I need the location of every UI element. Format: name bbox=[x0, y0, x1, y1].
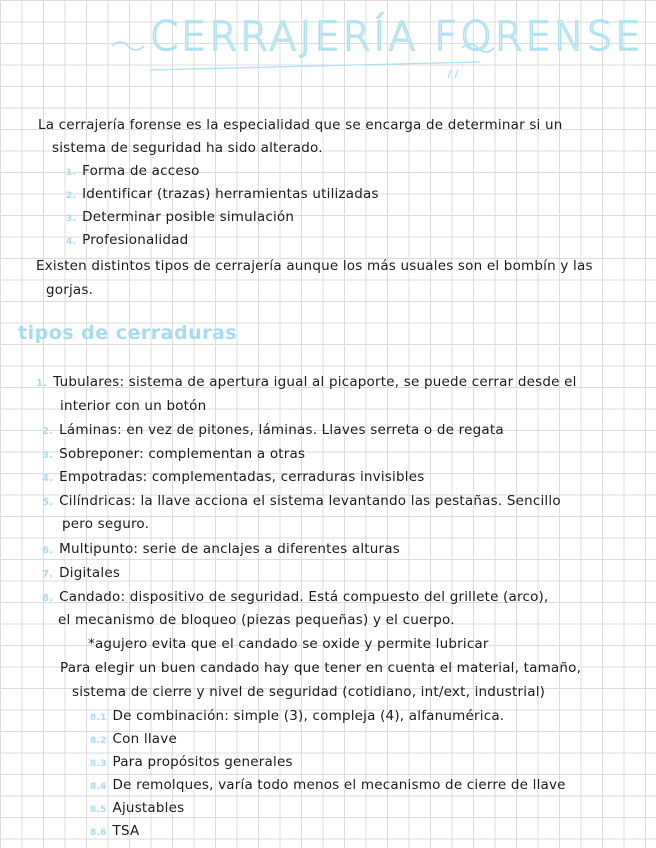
type-item-continuation: el mecanismo de bloqueo (piezas pequeñas) y el cuerpo. bbox=[58, 612, 455, 628]
type-text: Cilíndricas: la llave acciona el sistema levantando las pestañas. Sencillo bbox=[59, 493, 561, 509]
type-item bbox=[42, 493, 561, 511]
aspect-item bbox=[66, 232, 188, 250]
type-item-continuation: interior con un botón bbox=[60, 398, 207, 414]
aspect-text: Forma de acceso bbox=[82, 163, 200, 179]
type-item-continuation: pero seguro. bbox=[62, 516, 150, 532]
type-number: 3. bbox=[42, 450, 54, 461]
type-text: Empotradas: complementadas, cerraduras invisibles bbox=[59, 469, 425, 485]
aspect-text: Identificar (trazas) herramientas utilizadas bbox=[82, 186, 379, 202]
type-text: Digitales bbox=[59, 565, 121, 581]
type-number: 8. bbox=[42, 593, 54, 604]
aspect-item bbox=[66, 186, 379, 204]
type-number: 5. bbox=[42, 497, 54, 508]
type-number: 6. bbox=[42, 545, 54, 556]
candado-number: 8.3 bbox=[90, 759, 107, 769]
candado-text: De combinación: simple (3), compleja (4), alfanumérica. bbox=[112, 708, 505, 724]
intro-line-1: La cerrajería forense es la especialidad que se encarga de determinar si un bbox=[38, 117, 563, 133]
candado-number: 8.2 bbox=[90, 736, 107, 746]
type-number: 2. bbox=[42, 426, 54, 437]
existen-line-1: Existen distintos tipos de cerrajería aunque los más usuales son el bombín y las bbox=[36, 258, 593, 274]
candado-item bbox=[90, 731, 177, 749]
aspect-text: Determinar posible simulación bbox=[82, 209, 295, 225]
note-text: *agujero evita que el candado se oxide y permite lubricar bbox=[88, 636, 489, 652]
aspect-number: 3. bbox=[66, 214, 77, 224]
type-number: 7. bbox=[42, 569, 54, 580]
type-item bbox=[42, 446, 305, 464]
type-number: 4. bbox=[42, 473, 54, 484]
type-item bbox=[42, 469, 424, 487]
page-title bbox=[0, 8, 656, 88]
candado-text: Con llave bbox=[112, 731, 177, 747]
choose-line-2: sistema de cierre y nivel de seguridad (cotidiano, int/ext, industrial) bbox=[72, 684, 546, 700]
type-item bbox=[42, 565, 120, 583]
candado-number: 8.5 bbox=[90, 805, 107, 815]
candado-number: 8.1 bbox=[90, 713, 107, 723]
aspect-number: 2. bbox=[66, 191, 77, 201]
aspect-number: 4. bbox=[66, 237, 77, 247]
existen-line-2: gorjas. bbox=[46, 282, 94, 298]
type-number: 1. bbox=[36, 378, 48, 389]
type-text: Multipunto: serie de anclajes a diferentes alturas bbox=[59, 541, 401, 557]
aspect-item bbox=[66, 209, 294, 227]
candado-item bbox=[90, 800, 184, 818]
choose-line-1: Para elegir un buen candado hay que tener en cuenta el material, tamaño, bbox=[60, 660, 582, 676]
type-item bbox=[42, 541, 400, 559]
intro-line-2: sistema de seguridad ha sido alterado. bbox=[52, 140, 323, 156]
type-text: Láminas: en vez de pitones, láminas. Llaves serreta o de regata bbox=[59, 422, 504, 438]
candado-number: 8.6 bbox=[90, 828, 107, 838]
type-text: Tubulares: sistema de apertura igual al picaporte, se puede cerrar desde el bbox=[53, 374, 577, 390]
aspect-item bbox=[66, 163, 200, 181]
candado-text: TSA bbox=[112, 823, 140, 839]
type-text: Sobreponer: complementan a otras bbox=[59, 446, 306, 462]
candado-text: Para propósitos generales bbox=[112, 754, 293, 770]
type-item bbox=[36, 374, 577, 392]
candado-item bbox=[90, 777, 566, 795]
section-subtitle: tipos de cerraduras bbox=[18, 322, 238, 344]
aspect-number: 1. bbox=[66, 168, 77, 178]
type-text: Candado: dispositivo de seguridad. Está compuesto del grillete (arco), bbox=[59, 589, 549, 605]
aspect-text: Profesionalidad bbox=[82, 232, 189, 248]
candado-item bbox=[90, 708, 504, 726]
candado-text: Ajustables bbox=[112, 800, 185, 816]
candado-text: De remolques, varía todo menos el mecanismo de cierre de llave bbox=[112, 777, 566, 793]
candado-item bbox=[90, 823, 139, 841]
type-item bbox=[42, 422, 504, 440]
title-text: CERRAJERÍA FORENSE bbox=[150, 14, 644, 60]
candado-number: 8.4 bbox=[90, 782, 107, 792]
candado-item bbox=[90, 754, 293, 772]
type-item bbox=[42, 589, 549, 607]
